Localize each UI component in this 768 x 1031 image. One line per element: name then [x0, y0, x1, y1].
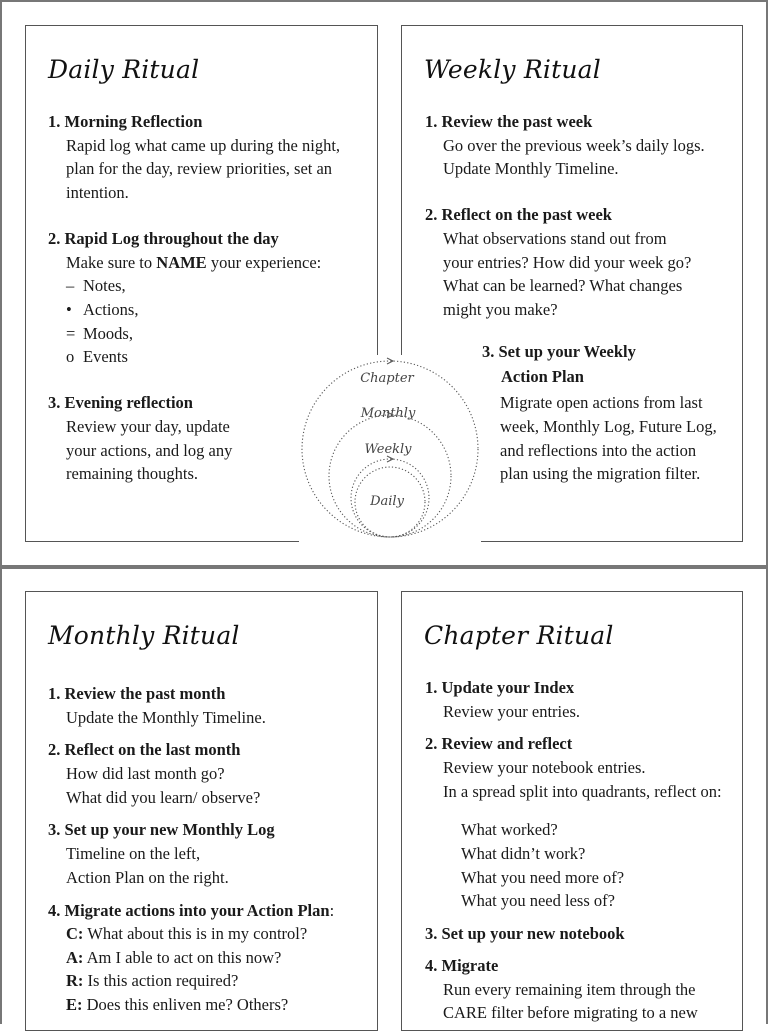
- care-key: A:: [66, 948, 84, 967]
- weekly-ritual-title: Weekly Ritual: [424, 55, 601, 84]
- daily-step-1-title: 1. Morning Reflection: [48, 112, 203, 131]
- care-item: [66, 922, 307, 946]
- care-text: What about this is in my control?: [83, 924, 308, 943]
- cycle-label-chapter: Chapter: [360, 371, 414, 386]
- care-key: R:: [66, 971, 84, 990]
- list-item: [66, 322, 133, 346]
- daily-step-2-post: your experience:: [206, 253, 322, 272]
- monthly-step-3-line: Action Plan on the right.: [66, 868, 229, 887]
- list-item: [66, 274, 126, 298]
- monthly-step-2-line: What did you learn/ observe?: [66, 788, 261, 807]
- quadrant-item: What didn’t work?: [461, 844, 586, 863]
- weekly-step-1-line: Go over the previous week’s daily logs.: [443, 136, 705, 155]
- chapter-step-4-line: CARE filter before migrating to a new: [443, 1003, 698, 1022]
- chapter-step-2-line: In a spread split into quadrants, reflect on:: [443, 782, 722, 801]
- circle-bullet-icon: o: [66, 347, 75, 366]
- list-item: [66, 298, 138, 322]
- weekly-step-2-line: your entries? How did your week go?: [443, 253, 692, 272]
- weekly-step-2-title: 2. Reflect on the past week: [425, 205, 612, 224]
- monthly-step-3-line: Timeline on the left,: [66, 844, 201, 863]
- daily-step-2-line: [66, 251, 321, 275]
- daily-step-2-bold: NAME: [156, 253, 207, 272]
- daily-step-1-line: plan for the day, review priorities, set an: [66, 159, 333, 178]
- monthly-step-1-title: 1. Review the past month: [48, 684, 226, 703]
- chapter-step-4-title: 4. Migrate: [425, 956, 499, 975]
- daily-step-1-line: intention.: [66, 183, 129, 202]
- cycle-label-daily: Daily: [370, 494, 404, 509]
- dot-bullet-icon: •: [66, 300, 72, 319]
- weekly-step-2-line: What can be learned? What changes: [443, 276, 683, 295]
- monthly-step-4-title-text: 4. Migrate actions into your Action Plan: [48, 901, 330, 920]
- weekly-step-3-line: plan using the migration filter.: [500, 464, 701, 483]
- monthly-step-3-title: 3. Set up your new Monthly Log: [48, 820, 275, 839]
- daily-step-3-line: remaining thoughts.: [66, 464, 198, 483]
- weekly-step-2-line: What observations stand out from: [443, 229, 667, 248]
- bullet-label: Actions,: [83, 300, 139, 319]
- chapter-step-3-title: 3. Set up your new notebook: [425, 924, 625, 943]
- monthly-step-2-title: 2. Reflect on the last month: [48, 740, 241, 759]
- weekly-step-1-title: 1. Review the past week: [425, 112, 593, 131]
- weekly-step-3-line: Migrate open actions from last: [500, 393, 703, 412]
- dash-bullet-icon: –: [66, 276, 75, 295]
- care-text: Does this enliven me? Others?: [82, 995, 289, 1014]
- daily-step-2-title: 2. Rapid Log throughout the day: [48, 229, 279, 248]
- weekly-step-3-title: Action Plan: [501, 367, 584, 386]
- care-item: [66, 969, 238, 993]
- chapter-step-2-line: Review your notebook entries.: [443, 758, 646, 777]
- monthly-step-2-line: How did last month go?: [66, 764, 225, 783]
- bullet-label: Moods,: [83, 324, 133, 343]
- chapter-step-1-line: Review your entries.: [443, 702, 581, 721]
- cycle-label-monthly: Monthly: [360, 406, 416, 421]
- daily-step-3-title: 3. Evening reflection: [48, 393, 193, 412]
- care-item: [66, 946, 281, 970]
- weekly-step-3-title: 3. Set up your Weekly: [482, 342, 636, 361]
- monthly-step-4-colon: :: [329, 901, 335, 920]
- bullet-label: Notes,: [83, 276, 126, 295]
- monthly-ritual-title: Monthly Ritual: [48, 621, 240, 650]
- quadrant-item: What worked?: [461, 820, 558, 839]
- weekly-step-3-line: and reflections into the action: [500, 441, 697, 460]
- quadrant-item: What you need less of?: [461, 891, 615, 910]
- daily-step-1-line: Rapid log what came up during the night,: [66, 136, 341, 155]
- equals-bullet-icon: =: [66, 324, 76, 343]
- chapter-step-2-title: 2. Review and reflect: [425, 734, 573, 753]
- weekly-step-3-line: week, Monthly Log, Future Log,: [500, 417, 717, 436]
- ritual-cycle-diagram: [299, 355, 481, 543]
- list-item: [66, 345, 128, 369]
- bullet-label: Events: [83, 347, 128, 366]
- daily-ritual-title: Daily Ritual: [48, 55, 200, 84]
- care-key: C:: [66, 924, 84, 943]
- weekly-step-2-line: might you make?: [443, 300, 558, 319]
- daily-step-3-line: Review your day, update: [66, 417, 230, 436]
- daily-step-2-pre: Make sure to: [66, 253, 157, 272]
- chapter-step-4-line: Run every remaining item through the: [443, 980, 696, 999]
- monthly-step-1-line: Update the Monthly Timeline.: [66, 708, 266, 727]
- care-text: Am I able to act on this now?: [83, 948, 282, 967]
- care-item: [66, 993, 288, 1017]
- cycle-label-weekly: Weekly: [364, 442, 412, 457]
- care-text: Is this action required?: [83, 971, 239, 990]
- chapter-ritual-title: Chapter Ritual: [424, 621, 614, 650]
- quadrant-item: What you need more of?: [461, 868, 625, 887]
- daily-step-3-line: your actions, and log any: [66, 441, 233, 460]
- care-key: E:: [66, 995, 83, 1014]
- monthly-step-4-title: [48, 899, 334, 923]
- weekly-step-1-line: Update Monthly Timeline.: [443, 159, 619, 178]
- chapter-step-1-title: 1. Update your Index: [425, 678, 575, 697]
